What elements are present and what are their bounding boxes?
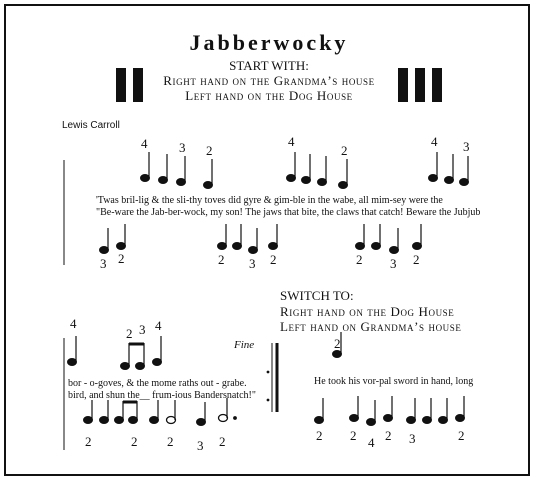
finger-number: 2 bbox=[219, 434, 226, 449]
note bbox=[117, 224, 126, 250]
finger-number: 2 bbox=[356, 252, 363, 267]
dotted-half-note bbox=[219, 398, 237, 422]
note bbox=[233, 224, 242, 250]
start-left-hand: Left hand on the Dog House bbox=[185, 88, 353, 103]
finger-number: 4 bbox=[141, 136, 148, 151]
note bbox=[218, 224, 227, 250]
finger-number: 3 bbox=[139, 322, 146, 337]
note bbox=[339, 159, 348, 189]
finger-number: 2 bbox=[85, 434, 92, 449]
switch-right-hand: Right hand on the Dog House bbox=[280, 304, 455, 319]
finger-number: 2 bbox=[350, 428, 357, 443]
finger-number: 2 bbox=[131, 434, 138, 449]
song-title: Jabberwocky bbox=[189, 30, 349, 55]
note bbox=[84, 400, 93, 424]
finger-number: 2 bbox=[334, 336, 341, 351]
note bbox=[384, 396, 393, 422]
note bbox=[153, 336, 162, 366]
repeat-barline-icon bbox=[267, 343, 277, 412]
note bbox=[159, 154, 168, 184]
lyric-line2-verse2: bird, and shun the__ frum-ious Bandersnatch!" bbox=[68, 390, 256, 401]
note bbox=[356, 224, 365, 250]
note bbox=[423, 398, 432, 424]
finger-number: 2 bbox=[206, 143, 213, 158]
start-with-heading: START WITH: bbox=[229, 58, 309, 73]
note bbox=[456, 396, 465, 422]
note bbox=[204, 159, 213, 189]
note bbox=[318, 156, 327, 186]
finger-number: 4 bbox=[431, 134, 438, 149]
finger-number: 2 bbox=[167, 434, 174, 449]
finger-number: 2 bbox=[270, 252, 277, 267]
note bbox=[367, 400, 376, 426]
lyric-line2-right: He took his vor-pal sword in hand, long bbox=[314, 376, 474, 387]
note bbox=[407, 398, 416, 424]
finger-number: 4 bbox=[368, 435, 375, 450]
note bbox=[390, 228, 399, 254]
finger-number: 3 bbox=[197, 438, 204, 453]
author: Lewis Carroll bbox=[62, 120, 120, 131]
note bbox=[100, 228, 109, 254]
note bbox=[150, 400, 159, 424]
note bbox=[372, 224, 381, 250]
finger-number: 2 bbox=[413, 252, 420, 267]
finger-number: 2 bbox=[458, 428, 465, 443]
finger-number: 3 bbox=[463, 139, 470, 154]
note bbox=[439, 398, 448, 424]
note bbox=[302, 154, 311, 184]
finger-number: 3 bbox=[409, 431, 416, 446]
finger-number: 3 bbox=[179, 140, 186, 155]
finger-number: 4 bbox=[70, 316, 77, 331]
note bbox=[197, 402, 206, 426]
note bbox=[350, 396, 359, 422]
finger-number: 3 bbox=[390, 256, 397, 271]
note bbox=[460, 156, 469, 186]
fine-marking: Fine bbox=[234, 339, 255, 351]
switch-left-hand: Left hand on Grandma’s house bbox=[280, 319, 462, 334]
note bbox=[429, 152, 438, 182]
note bbox=[287, 152, 296, 182]
finger-number: 4 bbox=[155, 318, 162, 333]
lyric-line1-verse1: 'Twas bril-lig & the sli-thy toves did gyre & gim-ble in the wabe, all mim-sey were the bbox=[96, 195, 443, 206]
finger-number: 3 bbox=[100, 256, 107, 271]
finger-number: 2 bbox=[218, 252, 225, 267]
note bbox=[141, 152, 150, 182]
switch-to-heading: SWITCH TO: bbox=[280, 288, 354, 303]
finger-number: 2 bbox=[385, 428, 392, 443]
finger-number: 4 bbox=[288, 134, 295, 149]
note bbox=[249, 228, 258, 254]
note bbox=[445, 154, 454, 184]
lyric-line2-verse1: bor - o-goves, & the mome raths out - grabe. bbox=[68, 378, 247, 389]
note bbox=[68, 336, 77, 366]
half-note bbox=[167, 400, 176, 424]
finger-number: 2 bbox=[118, 251, 125, 266]
note bbox=[100, 400, 109, 424]
note bbox=[177, 156, 186, 186]
beamed-eighth-notes bbox=[115, 401, 138, 424]
beamed-eighth-notes bbox=[121, 343, 145, 370]
start-right-hand: Right hand on the Grandma’s house bbox=[163, 73, 375, 88]
lyric-line1-verse2: "Be-ware the Jab-ber-wock, my son! The jaws that bite, the claws that catch! Beware the Jubjub bbox=[96, 207, 481, 218]
note bbox=[413, 224, 422, 250]
note bbox=[269, 224, 278, 250]
finger-number: 2 bbox=[341, 143, 348, 158]
finger-number: 2 bbox=[126, 326, 133, 341]
finger-number: 3 bbox=[249, 256, 256, 271]
finger-number: 2 bbox=[316, 428, 323, 443]
note bbox=[315, 398, 324, 424]
